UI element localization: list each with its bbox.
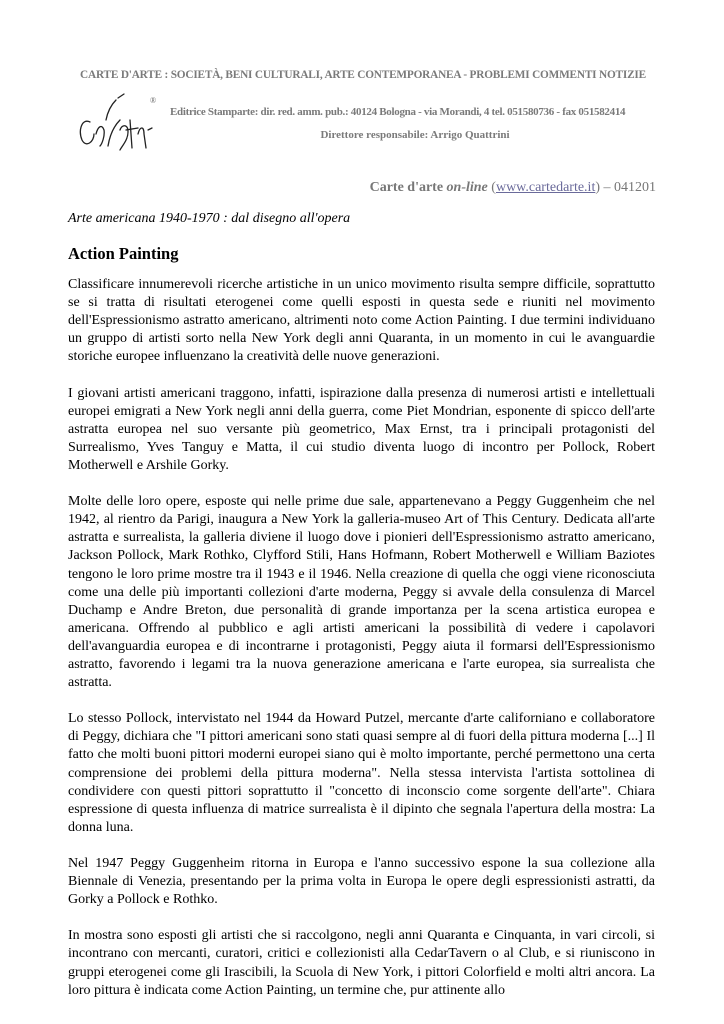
article-body (68, 276, 655, 1018)
website-link[interactable]: www.cartedarte.it (495, 180, 596, 195)
paragraph: Classificare innumerevoli ricerche artistiche in un unico movimento risulta sempre difficile, soprattutto se si tratta di risultati eterogenei come quelli esposti in questa sede e riuniti nel movimento dell'Espressionismo astratto americano, altrimenti noto come Action Painting. I due termini individuano un gruppo di artisti sorto nella New York degli anni Quaranta, in un momento in cui le avanguardie storiche europee influenzano la creatività delle nuove generazioni. (68, 277, 655, 365)
paragraph: Lo stesso Pollock, intervistato nel 1944 da Howard Putzel, mercante d'arte californiano e collaboratore di Peggy, dichiara che "I pittori americani sono stati quasi sempre al di fuori della pittura moderna [...] Il fatto che molti buoni pittori moderni europei siano qui è molto importante, perché permettono una certa comprensione dei problemi della pittura moderna". Nella stessa intervista l'artista sottolinea di condividere con questi pittori soprattutto il "concetto di inconscio come sorgente dell'arte". Chiara espressione di questa influenza di matrice surrealista è il dipinto che segnala l'apertura della mostra: La donna luna. (68, 711, 655, 835)
article-title: Action Painting (68, 244, 179, 263)
online-line: Carte d'arte on-line (www.cartedarte.it) – 041201 (369, 180, 656, 195)
header-banner: CARTE D'ARTE : SOCIETÀ, BENI CULTURALI, ARTE CONTEMPORANEA - PROBLEMI COMMENTI NOTIZIE (80, 69, 646, 81)
paragraph: In mostra sono esposti gli artisti che si raccolgono, negli anni Quaranta e Cinquanta, in vari circoli, si incontrano con mercanti, curatori, critici e collezionisti alla CedarTavern o al Club, e si riuniscono in gruppi eterogenei come gli Irascibili, la Scuola di New York, i pittori Colorfield e molti altri ancora. La loro pittura è indicata come Action Painting, un termine che, pur attinente allo (68, 928, 655, 998)
publisher-info: Editrice Stamparte: dir. red. amm. pub.: 40124 Bologna - via Morandi, 4 tel. 051580736 - fax 051582414 (170, 106, 626, 118)
issue-code: – 041201 (603, 180, 656, 195)
online-name: Carte d'arte (369, 180, 444, 195)
logo-signature-icon (72, 90, 160, 162)
director-info: Direttore responsabile: Arrigo Quattrini (320, 129, 510, 141)
registered-mark: ® (150, 96, 157, 105)
paragraph: Nel 1947 Peggy Guggenheim ritorna in Europa e l'anno successivo espone la sua collezione alla Biennale di Venezia, presentando per la prima volta in Europa le opere degli espressionisti astratti, da Gorky a Pollock e Rothko. (68, 856, 655, 908)
paragraph: Molte delle loro opere, esposte qui nelle prime due sale, appartenevano a Peggy Guggenheim che nel 1942, al rientro da Parigi, inaugura a New York la galleria-museo Art of This Century. Dedicata all'arte astratta e surrealista, la galleria diviene il luogo dove i pionieri dell'Espressionismo astratto americano, Jackson Pollock, Mark Rothko, Clyfford Stili, Hans Hofmann, Robert Motherwell e William Baziotes tengono le loro prime mostre tra il 1943 e il 1946. Nella creazione di quella che oggi viene riconosciuta come una delle più importanti collezioni d'arte moderna, Peggy si avvale della consulenza di Marcel Duchamp e Andre Breton, due personalità di grande importanza per la scena artistica europea e americana. Offrendo al pubblico e agli artisti americani la possibilità di vedere i capolavori dell'avanguardia europea e di incontrarne i protagonisti, Peggy aiuta il formarsi dell'Espressionismo astratto, favorendo i legami tra la nuova generazione americana e l'arte europea, sia surrealista che astratta. (68, 494, 655, 691)
article-subtitle: Arte americana 1940-1970 : dal disegno all'opera (68, 211, 351, 226)
carte-darte-logo (72, 90, 160, 162)
paragraph: I giovani artisti americani traggono, infatti, ispirazione dalla presenza di numerosi artisti e intellettuali europei emigrati a New York negli anni della guerra, come Piet Mondrian, esponente di spicco dell'arte astratta europea nel suo versante più geometrico, Max Ernst, tra i principali protagonisti del Surrealismo, Yves Tanguy e Matta, il cui studio diventa luogo di incontro per Pollock, Robert Motherwell e Arshile Gorky. (68, 385, 655, 473)
online-label: on-line (446, 180, 488, 195)
